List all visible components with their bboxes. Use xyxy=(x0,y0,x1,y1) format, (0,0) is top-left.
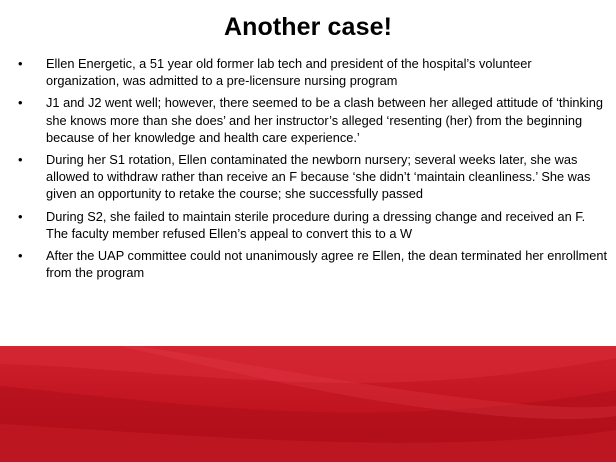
bullet-item xyxy=(0,208,616,242)
bullet-text: During S2, she failed to maintain sterile procedure during a dressing change and received an F. The faculty member refused Ellen’s appeal to convert this to a W xyxy=(46,208,586,241)
bullet-text: J1 and J2 went well; however, there seemed to be a clash between her alleged attitude of ‘thinking she knows more than she does’ and her instructor’s alleged ‘resenting (her) from the beginning because of her knowledge and health care experience.’ xyxy=(46,95,604,145)
bullet-item xyxy=(0,94,616,146)
bullet-marker: • xyxy=(18,56,23,71)
bullet-marker: • xyxy=(18,95,23,111)
decorative-footer-band xyxy=(0,346,616,462)
bullet-item xyxy=(0,151,616,203)
bullet-list xyxy=(0,55,616,281)
bullet-item xyxy=(0,247,616,281)
bullet-text: During her S1 rotation, Ellen contaminated the newborn nursery; several weeks later, she was allowed to withdraw rather than receive an F because ‘she didn’t ‘maintain cleanliness.’ She was given an opportunity to retake the course; she successfully passed xyxy=(46,152,591,202)
bullet-marker: • xyxy=(18,208,23,224)
bullet-text: After the UAP committee could not unanimously agree re Ellen, the dean terminated her enrollment from the program xyxy=(46,248,608,281)
decorative-curves xyxy=(0,346,616,462)
bullet-marker: • xyxy=(18,248,23,264)
bullet-text: Ellen Energetic, a 51 year old former lab tech and president of the hospital’s volunteer organization, was admitted to a pre-licensure nursing program xyxy=(46,56,532,89)
bullet-marker: • xyxy=(18,152,23,168)
bullet-item xyxy=(0,55,616,89)
slide-title: Another case! xyxy=(223,13,392,41)
